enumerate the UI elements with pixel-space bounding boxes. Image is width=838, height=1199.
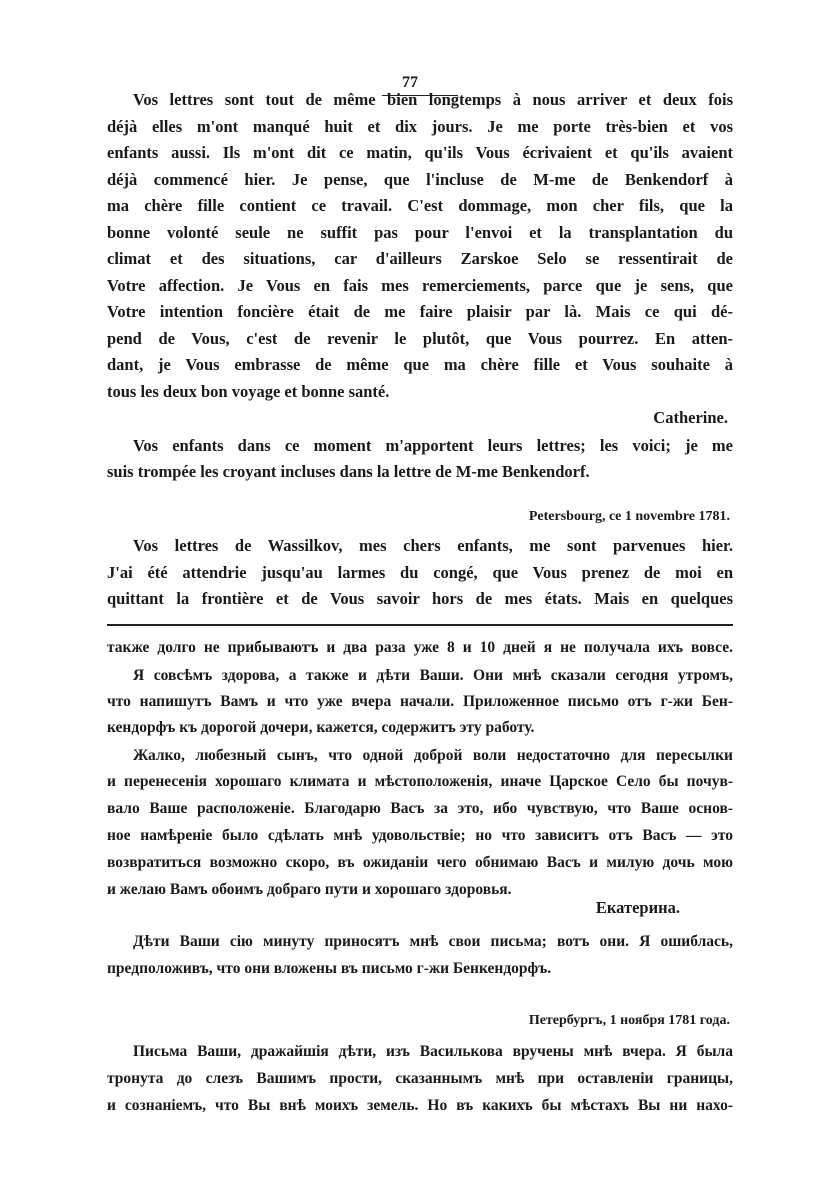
signature: Екатерина.: [595, 898, 680, 917]
page-number: 77: [402, 74, 418, 91]
text-line: tous les deux bon voyage et bonne santé.: [107, 382, 390, 401]
text-line: вало Ваше расположеніе. Благодарю Васъ за это, ибо чувствую, что Ваше основ-: [107, 800, 733, 817]
separator-rule: [107, 624, 733, 626]
text-line: Vos enfants dans ce moment m'apportent leurs lettres; les voici; je me: [133, 436, 733, 455]
text-line: déjà commencé hier. Je pense, que l'incluse de M-me de Benkendorf à: [107, 170, 733, 189]
text-line: и перенесенія хорошаго климата и мѣстоположенія, иначе Царское Село бы почув-: [107, 773, 733, 790]
text-line: и желаю Вамъ обоимъ добраго пути и хорошаго здоровья.: [107, 881, 512, 898]
text-line: climat et des situations, car d'ailleurs Zarskoe Selo se ressentirait de: [107, 249, 733, 268]
text-line: что напишутъ Вамъ и что уже вчера начали. Приложенное письмо отъ г-жи Бен-: [107, 693, 733, 710]
text-line: возвратиться возможно скоро, въ ожиданіи чего обнимаю Васъ и милую дочь мою: [107, 854, 733, 871]
text-line: Votre affection. Je Vous en fais mes remerciements, parce que je sens, que: [107, 276, 733, 295]
text-line: suis trompée les croyant incluses dans la lettre de M-me Benkendorf.: [107, 462, 590, 481]
text-line: déjà elles m'ont manqué huit et dix jours. Je me porte très-bien et vos: [107, 117, 733, 136]
dateline: Petersbourg, ce 1 novembre 1781.: [528, 509, 730, 524]
text-line: тронута до слезъ Вашимъ прости, сказаннымъ мнѣ при оставленіи границы,: [107, 1070, 733, 1087]
text-line: также долго не прибываютъ и два раза уже 8 и 10 дней я не получала ихъ вовсе.: [107, 639, 733, 656]
text-line: pend de Vous, c'est de revenir le plutôt, que Vous pourrez. En atten-: [107, 329, 733, 348]
text-line: ma chère fille contient ce travail. C'est dommage, mon cher fils, que la: [107, 196, 733, 215]
text-line: Vos lettres sont tout de même bien longtemps à nous arriver et deux fois: [133, 90, 733, 109]
text-line: кендорфъ къ дорогой дочери, кажется, содержитъ эту работу.: [107, 719, 535, 736]
text-line: Жалко, любезный сынъ, что одной доброй воли недостаточно для пересылки: [133, 747, 733, 764]
text-line: enfants aussi. Ils m'ont dit ce matin, qu'ils Vous écrivaient et qu'ils avaient: [107, 143, 733, 162]
text-line: dant, je Vous embrasse de même que ma chère fille et Vous souhaite à: [107, 355, 733, 374]
text-line: bonne volonté seule ne suffit pas pour l'envoi et la transplantation du: [107, 223, 733, 242]
signature: Catherine.: [653, 408, 728, 427]
text-line: Дѣти Ваши сію минуту приносятъ мнѣ свои письма; вотъ они. Я ошиблась,: [133, 933, 733, 950]
text-line: Votre intention foncière était de me faire plaisir par là. Mais ce qui dé-: [107, 302, 733, 321]
dateline: Петербургъ, 1 ноября 1781 года.: [528, 1013, 730, 1028]
text-line: Я совсѣмъ здорова, а также и дѣти Ваши. Они мнѣ сказали сегодня утромъ,: [133, 667, 733, 684]
text-line: предположивъ, что они вложены въ письмо г-жи Бенкендорфъ.: [107, 960, 552, 977]
text-line: quittant la frontière et de Vous savoir hors de mes états. Mais en quelques: [107, 589, 733, 608]
text-line: Vos lettres de Wassilkov, mes chers enfants, me sont parvenues hier.: [133, 536, 733, 555]
text-line: ное намѣреніе было сдѣлать мнѣ удовольствіе; но что зависитъ отъ Васъ — это: [107, 827, 733, 844]
text-line: и сознаніемъ, что Вы внѣ моихъ земель. Но въ какихъ бы мѣстахъ Вы ни нахо-: [107, 1097, 733, 1114]
text-line: Письма Ваши, дражайшія дѣти, изъ Василькова вручены мнѣ вчера. Я была: [133, 1043, 733, 1060]
text-line: J'ai été attendrie jusqu'au larmes du congé, que Vous prenez de moi en: [107, 563, 733, 582]
